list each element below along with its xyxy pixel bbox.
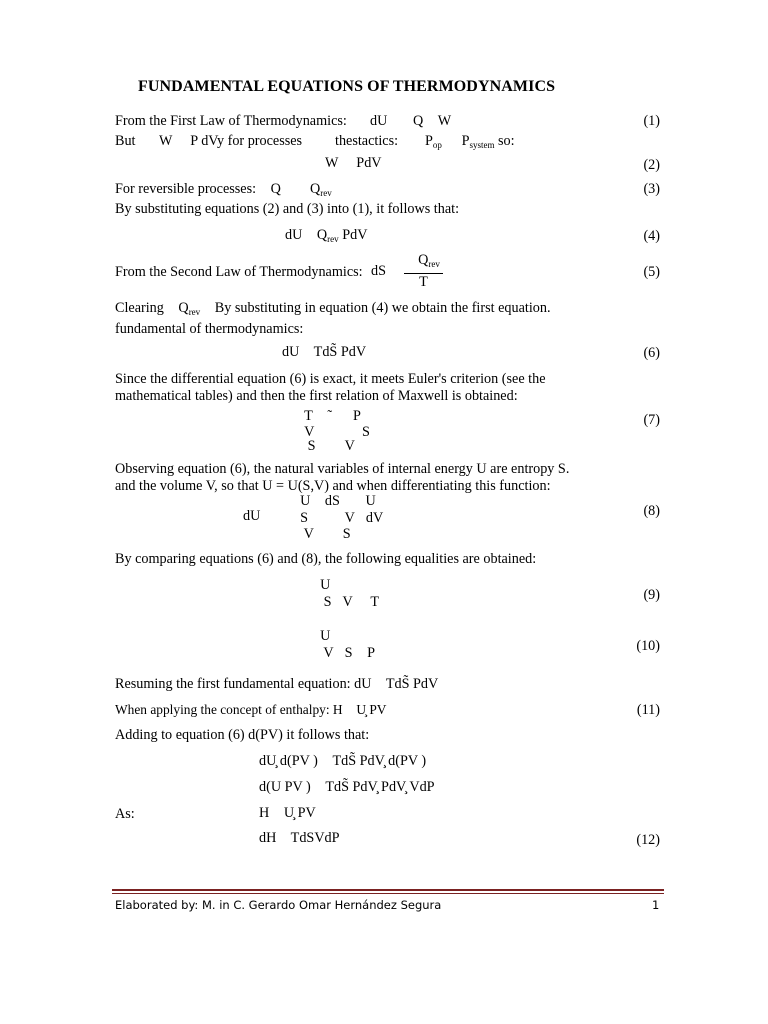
equation-4: dU  $Q_{rev}$ PdV [285, 227, 368, 244]
footer-rule-thick [112, 889, 664, 891]
equation-number-4: (4) [643, 228, 660, 244]
equation-number-2: (2) [643, 157, 660, 173]
derivation-line-1: dU̧ d(PV )  TdS̃ PdV̧ d(PV ) [259, 753, 427, 769]
clearing-text: Clearing  $Q_{rev} $ By substituting in equation (4) we obtain the first equation. [115, 300, 551, 317]
comparing-text: By comparing equations (6) and (8), the following equalities are obtained: [115, 551, 537, 567]
equation-10-row-2:    V S  P [298, 645, 376, 661]
enthalpy-definition: H  U̧ PV [259, 805, 316, 821]
reversible-text: For reversible processes:  Q    $Q_{rev}$ [115, 181, 332, 198]
equation-number-8: (8) [643, 503, 660, 519]
substituting-text: By substituting equations (2) and (3) into (1), it follows that: [115, 201, 460, 217]
equation-8-row-3:    V    S [278, 526, 351, 542]
derivation-line-2: d(U PV )  TdS̃ PdV̧ PdV̧ VdP [259, 779, 435, 795]
equation-8-row-1:   U  dS   U  [278, 493, 387, 509]
natural-variables-text-1: Observing equation (6), the natural variables of internal energy U are entropy S. [115, 461, 570, 477]
equation-10-row-1:   U  [298, 628, 342, 644]
page-title: FUNDAMENTAL EQUATIONS OF THERMODYNAMICS [138, 78, 556, 95]
pressure-op: $P_{op}$ [425, 133, 442, 150]
equation-8-row-2:   S    V dV [278, 510, 384, 526]
pressure-system:   $P_{system}$ [447, 133, 495, 150]
equation-number-9: (9) [643, 587, 660, 603]
equation-number-5: (5) [643, 264, 660, 280]
equation-5: dS   $\frac{ Q_{rev}}{T}$ [371, 252, 443, 291]
maxwell-row-1:   T  ̃   P  [282, 408, 372, 424]
adding-text: Adding to equation (6) d(PV) it follows that: [115, 727, 370, 743]
equation-number-6: (6) [643, 345, 660, 361]
enthalpy-text: When applying the concept of enthalpy: H  U̧ PV [115, 702, 387, 717]
euler-text-1: Since the differential equation (6) is exact, it meets Euler's criterion (see the [115, 371, 546, 387]
resuming-text: Resuming the first fundamental equation: dU  TdS̃ PdV [115, 676, 439, 692]
equation-number-10: (10) [636, 638, 660, 654]
work-static-text:  W   P dVy for processes [148, 133, 303, 149]
but-text: But [115, 133, 136, 149]
static-processes-text: thestactics: [335, 133, 399, 149]
equation-number-3: (3) [643, 181, 660, 197]
equation-9-row-1:   U  [298, 577, 342, 593]
equation-number-1: (1) [643, 113, 660, 129]
as-text: As: [115, 806, 135, 822]
fundamental-text: fundamental of thermodynamics: [115, 321, 304, 337]
equation-12: dH  TdSVdP [259, 830, 340, 846]
equation-number-11: (11) [636, 702, 660, 718]
second-law-text: From the Second Law of Thermodynamics: [115, 264, 363, 280]
page-number: 1 [652, 898, 660, 912]
equation-number-7: (7) [643, 412, 660, 428]
equation-8-lhs: dU  [243, 508, 272, 524]
maxwell-row-2:   V     S   [282, 424, 392, 440]
equation-2:  W   PdV [314, 155, 382, 171]
equation-6: dU  TdS̃ PdV [282, 344, 367, 360]
equation-1: dU   Q  W [370, 113, 452, 129]
equation-9-row-2:    S V   T [298, 594, 380, 610]
maxwell-row-3:    S    V [282, 438, 355, 454]
first-law-text: From the First Law of Thermodynamics: [115, 113, 347, 129]
equation-number-12: (12) [636, 832, 660, 848]
footer-rule-thin [112, 893, 664, 894]
so-text: so: [498, 133, 515, 149]
footer-author: Elaborated by: M. in C. Gerardo Omar Hernández Segura [115, 898, 442, 912]
natural-variables-text-2: and the volume V, so that U = U(S,V) and when differentiating this function: [115, 478, 551, 494]
euler-text-2: mathematical tables) and then the first relation of Maxwell is obtained: [115, 388, 518, 404]
